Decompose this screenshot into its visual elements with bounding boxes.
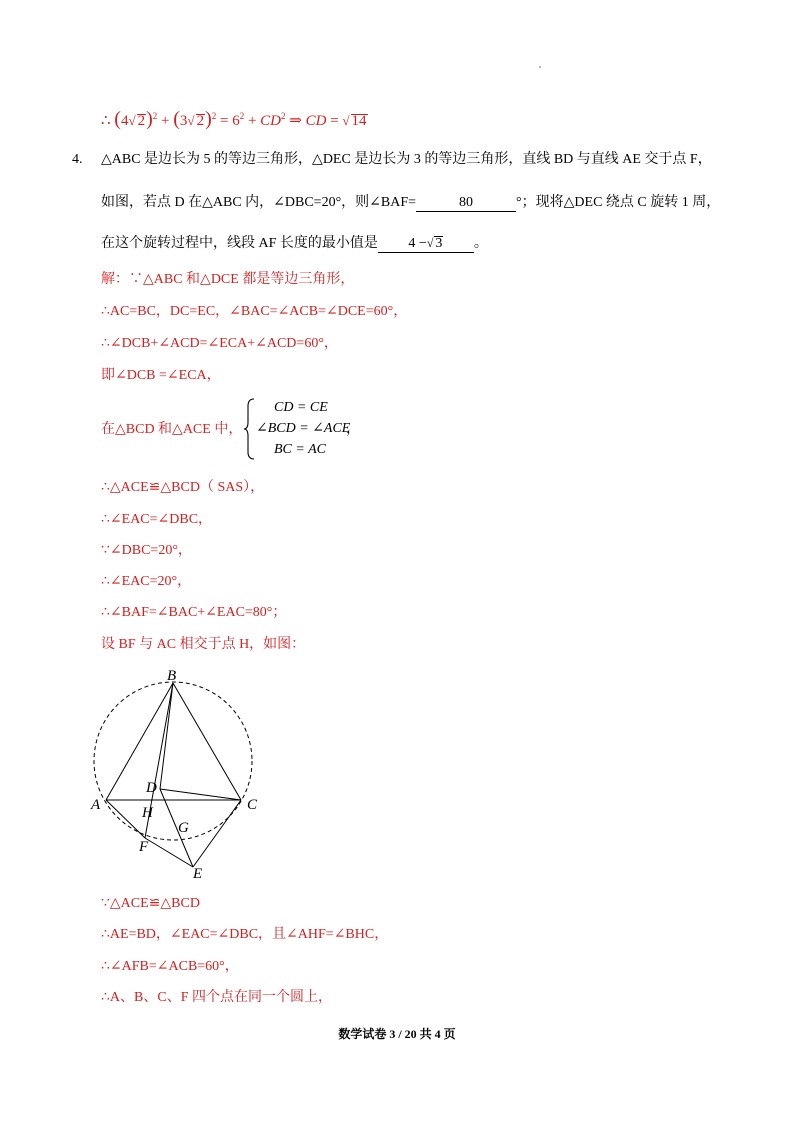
segment-bd [160,683,173,789]
solution-line-13: ∴AE=BD，∠EAC=∠DBC，且∠AHF=∠BHC， [101,927,389,942]
page-footer: 数学试卷 3 / 20 共 4 页 [338,1027,456,1041]
segment-ab [106,683,173,800]
segment-af [106,800,145,838]
solution-line-2: ∴AC=BC，DC=EC，∠BAC=∠ACB=∠DCE=60°， [101,304,408,319]
segment-fe [145,838,193,867]
label-g: G [178,820,189,836]
solution-line-12: ∵△ACE≌△BCD [101,896,200,911]
problem-number: 4. [72,152,83,167]
geometry-figure [85,660,285,885]
plus-1: + [161,113,170,129]
left-brace [243,398,257,460]
coef-a: 4 [120,113,129,129]
solution-line-4: 即∠DCB =∠ECA， [101,368,221,383]
segment-dc [160,789,241,800]
solution-line-1: 解：∵△ABC 和△DCE 都是等边三角形， [101,272,355,287]
answer-2-root: 3 [435,236,443,251]
condition-comma: ， [346,422,360,437]
label-e: E [193,866,203,882]
six: 6 [232,113,240,129]
solution-line-9: ∴∠EAC=20°， [101,574,192,589]
root-b: 2 [196,113,205,129]
exp-six: 2 [239,111,245,121]
condition-row-3: BC = AC [274,442,326,457]
label-d: D [146,780,157,796]
solution-line-6: ∴△ACE≌△BCD（ SAS）， [101,480,265,495]
congruence-conditions [256,397,350,460]
problem-line-1: △ABC 是边长为 5 的等边三角形，△DEC 是边长为 3 的等边三角形，直线 BD 与直线 AE 交于点 F， [101,152,712,167]
segment-bc [173,683,241,800]
label-b: B [167,668,177,684]
therefore-symbol: ∴ [101,113,111,129]
circumcircle [94,682,252,840]
coef-b: 3 [179,113,188,129]
label-h: H [142,805,153,821]
exp-a: 2 [152,111,158,121]
answer-blank-1: 80 [416,195,516,212]
solution-line-11: 设 BF 与 AC 相交于点 H，如图： [101,637,306,652]
problem-line-2-a: 如图，若点 D 在△ABC 内，∠DBC=20°，则∠BAF= [101,195,417,210]
problem-line-3 [101,235,488,253]
implies-symbol: ⇒ [289,113,302,129]
cd-term: CD [260,113,282,129]
exp-b: 2 [211,111,217,121]
answer-blank-2: 4 −√ 3 [378,235,474,253]
solution-line-3: ∴∠DCB+∠ACD=∠ECA+∠ACD=60°， [101,336,338,351]
answer-2-text: 4 − [408,236,427,251]
label-f: F [139,839,149,855]
solution-line-15: ∴A、B、C、F 四个点在同一个圆上， [101,990,332,1005]
segment-ce [193,800,241,867]
condition-row-2: ∠BCD = ∠ACE [256,421,351,436]
cd-term-2: CD [305,113,327,129]
label-c: C [247,797,258,813]
label-a: A [91,797,101,813]
root-a: 2 [137,113,146,129]
solution-line-10: ∴∠BAF=∠BAC+∠EAC=80°； [101,605,287,620]
problem-line-3-a: 在这个旋转过程中，线段 AF 长度的最小值是 [101,236,378,251]
solution-line-7: ∴∠EAC=∠DBC， [101,512,213,527]
equals-2: = [330,113,339,129]
solution-line-5-label: 在△BCD 和△ACE 中， [101,422,243,437]
exp-cd: 2 [281,111,286,121]
scan-speck [539,66,541,68]
solution-line-14: ∴∠AFB=∠ACB=60°， [101,959,239,974]
problem-line-3-b: 。 [473,236,488,251]
root-14: 14 [351,113,367,129]
equation-top: ∴ (4√ 2)$^2$ + (3√ $2)^2 = 6^2 + CD^2$ ⇒ CD = √ 14 [101,108,367,130]
equals-1: = [219,113,229,129]
problem-line-2-b: °；现将△DEC 绕点 C 旋转 1 周， [516,195,721,210]
plus-2: + [247,113,257,129]
problem-line-2 [101,194,720,212]
condition-row-1: CD = CE [274,400,328,415]
solution-line-8: ∵∠DBC=20°， [101,543,192,558]
